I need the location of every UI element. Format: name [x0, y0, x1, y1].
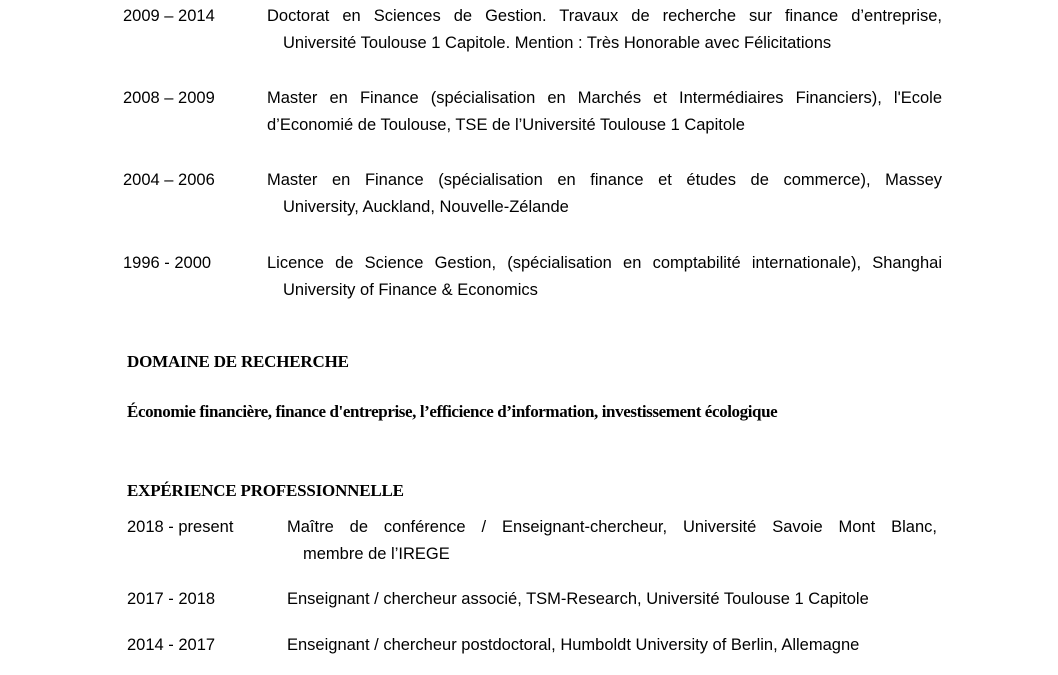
education-line: d’Economié de Toulouse, TSE de l’Université Toulouse 1 Capitole: [267, 116, 745, 134]
education-years: 1996 - 2000: [123, 254, 212, 272]
education-years: 2009 – 2014: [123, 7, 215, 25]
education-line: Doctorat en Sciences de Gestion. Travaux de recherche sur finance d’entreprise,: [267, 7, 942, 25]
education-description: [267, 85, 942, 139]
education-description: [267, 3, 942, 57]
education-line: Master en Finance (spécialisation en finance et études de commerce), Massey: [267, 171, 942, 189]
education-line: Licence de Science Gestion, (spécialisation en comptabilité internationale), Shanghai: [267, 254, 942, 272]
education-line: Master en Finance (spécialisation en Marchés et Intermédiaires Financiers), l'Ecole: [267, 89, 942, 107]
education-line: University, Auckland, Nouvelle-Zélande: [283, 198, 569, 216]
education-description: [267, 250, 942, 304]
research-text: Économie financière, finance d'entreprise, l’efficience d’information, investissement écologique: [127, 402, 778, 421]
education-years: 2008 – 2009: [123, 89, 215, 107]
experience-years: 2014 - 2017: [127, 636, 216, 654]
education-description: [267, 167, 942, 221]
experience-description: [287, 514, 937, 568]
experience-heading: EXPÉRIENCE PROFESSIONNELLE: [127, 481, 404, 500]
experience-description: [287, 632, 937, 659]
experience-line: Maître de conférence / Enseignant-chercheur, Université Savoie Mont Blanc,: [287, 518, 937, 536]
experience-line: membre de l’IREGE: [303, 545, 450, 563]
education-line: Université Toulouse 1 Capitole. Mention : Très Honorable avec Félicitations: [283, 34, 832, 52]
education-years: 2004 – 2006: [123, 171, 215, 189]
experience-line: Enseignant / chercheur associé, TSM-Research, Université Toulouse 1 Capitole: [287, 590, 869, 608]
experience-description: [287, 586, 937, 613]
experience-years: 2017 - 2018: [127, 590, 216, 608]
experience-line: Enseignant / chercheur postdoctoral, Humboldt University of Berlin, Allemagne: [287, 636, 860, 654]
research-heading: DOMAINE DE RECHERCHE: [127, 352, 349, 371]
education-line: University of Finance & Economics: [283, 281, 538, 299]
experience-years: 2018 - present: [127, 518, 234, 536]
